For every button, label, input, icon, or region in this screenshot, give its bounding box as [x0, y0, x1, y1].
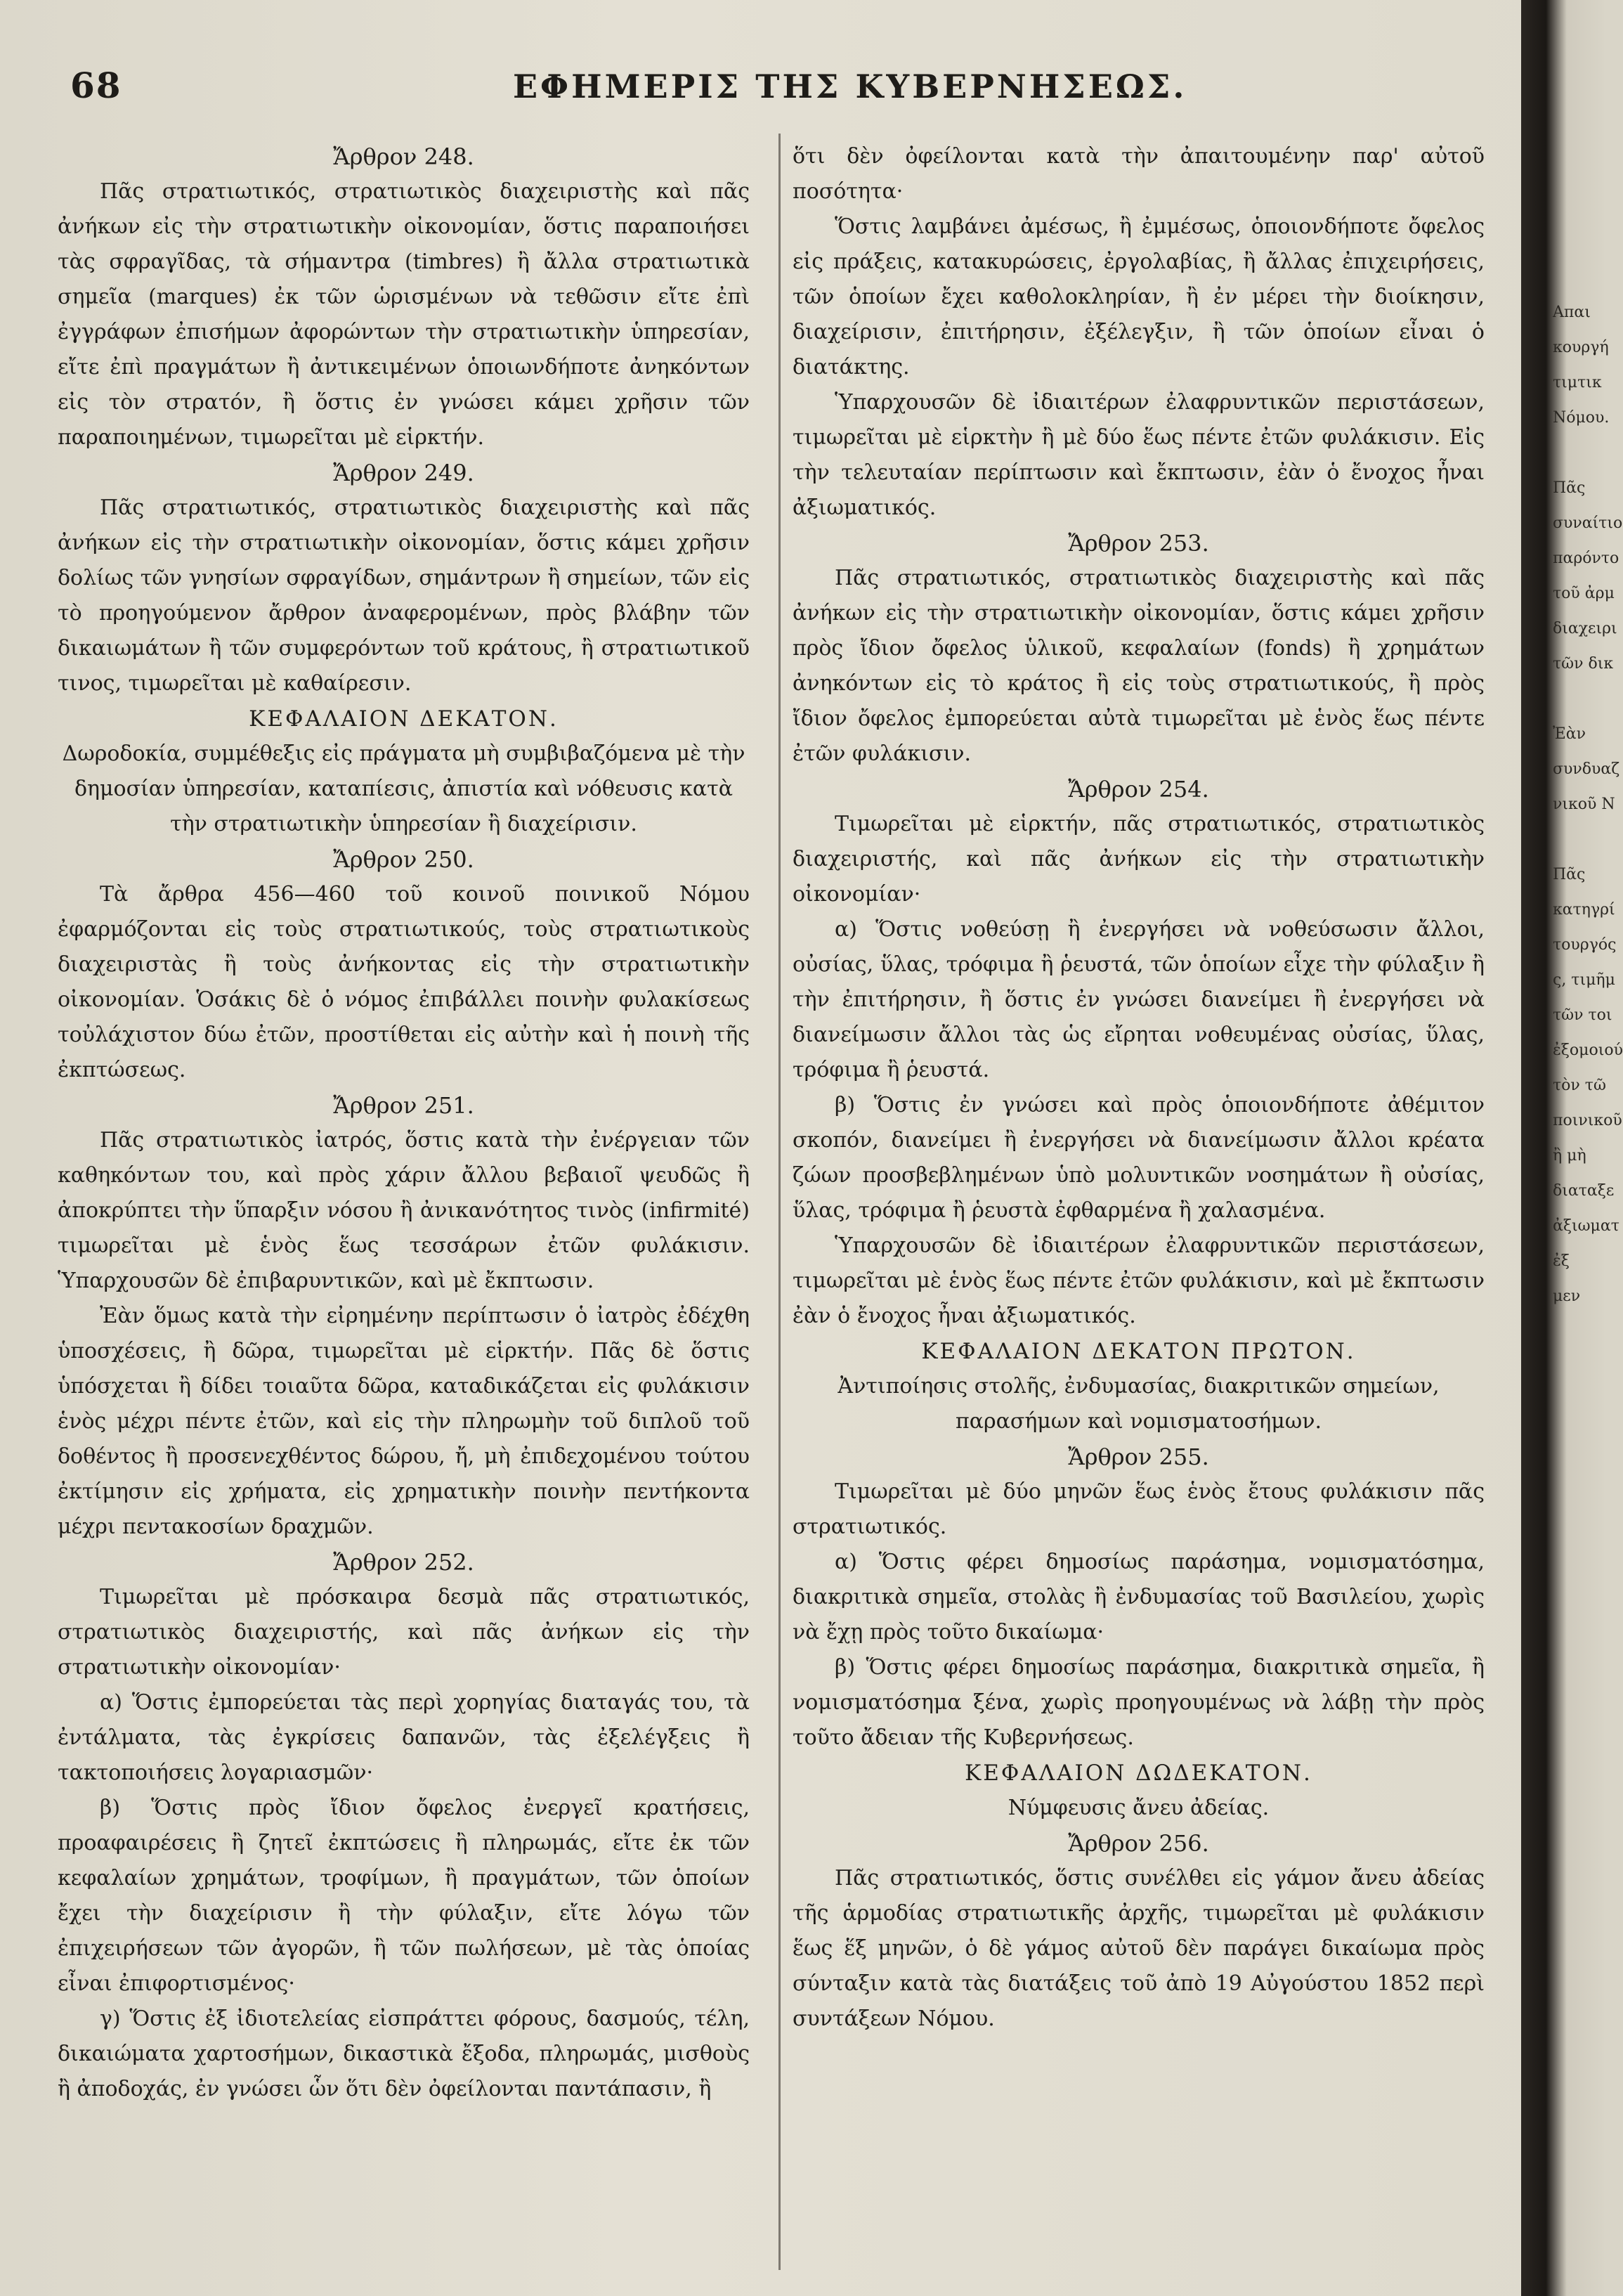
next-page-fragment: τὸν τῶ: [1553, 1077, 1606, 1094]
paragraph-2: Ὅστις λαμβάνει ἀμέσως, ἢ ἐμμέσως, ὁποιονδήποτε ὄφελος εἰς πράξεις, κατακυρώσεις, ἐργολαβίας, ἢ ἄλλας ἐπιχειρήσεις, τῶν ὁποίων ἔχει καθολοκληρίαν, ἢ ἐν μέρει τὴν διοίκησιν, διαχείρισιν, ἐπιτήρησιν, ἐξέλεγξιν, ἢ τῶν ὁποίων εἶναι ὁ διατάκτης.: [793, 214, 1485, 380]
chapter-11-subtitle: Ἀντιποίησις στολῆς, ἐνδυμασίας, διακριτικῶν σημείων, παρασήμων καὶ νομισματοσήμων.: [837, 1374, 1440, 1434]
next-page-edge: [1553, 295, 1623, 1314]
article-254-mitigating: Ὑπαρχουσῶν δὲ ἰδιαιτέρων ἐλαφρυντικῶν περιστάσεων, τιμωρεῖται μὲ ἑνὸς ἕως πέντε ἐτῶν φυλάκισιν, καὶ μὲ ἔκπτωσιν ἐὰν ὁ ἔνοχος ἦναι ἀξιωματικός.: [793, 1233, 1485, 1328]
next-page-fragment: [1553, 682, 1604, 717]
chapter-11-title: ΚΕΦΑΛΑΙΟΝ ΔΕΚΑΤΟΝ ΠΡΩΤΟΝ.: [921, 1339, 1356, 1364]
next-page-fragment: διαταξε: [1553, 1182, 1615, 1200]
chapter-12-subtitle: Νύμφευσις ἄνευ ἀδείας.: [1008, 1796, 1270, 1820]
article-251-text-2: Ἐὰν ὅμως κατὰ τὴν εἰρημένην περίπτωσιν ὁ ἰατρὸς ἐδέχθη ὑποσχέσεις, ἢ δῶρα, τιμωρεῖται μὲ εἱρκτήν. Πᾶς δὲ ὅστις ὑπόσχεται ἢ δίδει τοιαῦτα δῶρα, καταδικάζεται εἰς φυλάκισιν ἑνὸς μέχρι πέντε ἐτῶν, καὶ εἰς τὴν πληρωμὴν τοῦ διπλοῦ τοῦ δοθέντος ἢ προσενεχθέντος δώρου, ἤ, μὴ ἐπιδεχομένου τούτου ἐκτίμησιν εἰς χρήματα, εἰς χρηματικὴν ποινὴν πεντήκοντα μέχρι πεντακοσίων δραχμῶν.: [58, 1304, 750, 1539]
next-page-fragment: νικοῦ Ν: [1553, 796, 1615, 813]
next-page-fragment: ἀξιωματ: [1553, 1217, 1619, 1235]
article-255-title: Ἄρθρον 255.: [1068, 1444, 1209, 1470]
next-page-fragment: κατηγρί: [1553, 901, 1615, 919]
next-page-fragment: συνδυαζ: [1553, 760, 1620, 778]
article-255-item-a: α) Ὅστις φέρει δημοσίως παράσημα, νομισματόσημα, διακριτικὰ σημεῖα, στολὰς ἢ ἐνδυμασίας τοῦ Βασιλείου, χωρὶς νὰ ἔχῃ πρὸς τοῦτο δικαίωμα·: [793, 1550, 1485, 1645]
article-256-title: Ἄρθρον 256.: [1068, 1830, 1209, 1857]
running-title: ΕΦΗΜΕΡΙΣ ΤΗΣ ΚΥΒΕΡΝΗΣΕΩΣ.: [513, 67, 1187, 105]
next-page-fragment: ἐξ: [1553, 1252, 1570, 1270]
article-252-item-c: γ) Ὅστις ἐξ ἰδιοτελείας εἰσπράττει φόρους, δασμούς, τέλη, δικαιώματα χαρτοσήμων, δικαστικὰ ἔξοδα, πληρωμάς, μισθοὺς ἢ ἀποδοχάς, ἐν γνώσει ὧν ὅτι δὲν ὀφείλονται παντάπασιν, ἢ: [58, 2006, 750, 2101]
article-253-text: Πᾶς στρατιωτικός, στρατιωτικὸς διαχειριστὴς καὶ πᾶς ἀνήκων εἰς τὴν στρατιωτικὴν οἰκονομίαν, ὅστις κάμει χρῆσιν πρὸς ἴδιον ὄφελος ὑλικοῦ, κεφαλαίων (fonds) ἢ χρημάτων ἀνηκόντων εἰς τὸ κράτος ἢ εἰς τοὺς στρατιωτικούς, ἢ πρὸς ἴδιον ὄφελος ἐμπορεύεται αὐτὰ τιμωρεῖται μὲ ἑνὸς ἕως πέντε ἐτῶν φυλάκισιν.: [793, 566, 1485, 766]
column-divider: [778, 134, 781, 2270]
article-249-title: Ἄρθρον 249.: [333, 460, 474, 486]
article-252-text: Τιμωρεῖται μὲ πρόσκαιρα δεσμὰ πᾶς στρατιωτικός, στρατιωτικὸς διαχειριστής, καὶ πᾶς ἀνήκων εἰς τὴν στρατιωτικὴν οἰκονομίαν·: [58, 1585, 750, 1680]
article-250-title: Ἄρθρον 250.: [333, 846, 474, 873]
next-page-fragment: [1553, 822, 1604, 857]
page-number: 68: [70, 65, 122, 106]
next-page-fragment: Νόμου.: [1553, 409, 1610, 427]
next-page-fragment: τουργός: [1553, 936, 1617, 954]
next-page-fragment: παρόντο: [1553, 550, 1619, 567]
article-255-text: Τιμωρεῖται μὲ δύο μηνῶν ἕως ἑνὸς ἔτους φυλάκισιν πᾶς στρατιωτικός.: [793, 1479, 1485, 1539]
next-page-fragment: συναίτιο: [1553, 514, 1623, 532]
next-page-fragment: [1553, 436, 1604, 471]
article-255-item-b: β) Ὅστις φέρει δημοσίως παράσημα, διακριτικὰ σημεῖα, ἢ νομισματόσημα ξένα, χωρὶς προηγουμένως νὰ λάβῃ τὴν πρὸς τοῦτο ἄδειαν τῆς Κυβερνήσεως.: [793, 1655, 1485, 1750]
left-column: [58, 139, 750, 2107]
next-page-fragment: Πᾶς: [1553, 866, 1586, 883]
article-254-title: Ἄρθρον 254.: [1068, 776, 1209, 803]
page-header: [56, 65, 1490, 114]
next-page-fragment: μεν: [1553, 1288, 1581, 1305]
next-page-fragment: τιμτικ: [1553, 374, 1602, 391]
right-column: [793, 139, 1485, 2037]
article-254-text: Τιμωρεῖται μὲ εἱρκτήν, πᾶς στρατιωτικός, στρατιωτικὸς διαχειριστής, καὶ πᾶς ἀνήκων εἰς τὴν στρατιωτικὴν οἰκονομίαν·: [793, 812, 1485, 907]
article-253-title: Ἄρθρον 253.: [1068, 530, 1209, 557]
next-page-fragment: Ἐὰν: [1553, 725, 1586, 743]
next-page-fragment: ἢ μὴ: [1553, 1147, 1586, 1165]
article-254-item-b: β) Ὅστις ἐν γνώσει καὶ πρὸς ὁποιονδήποτε ἀθέμιτον σκοπόν, διανείμει ἢ ἐνεργήσει νὰ διανείμωσιν ἄλλοι κρέατα ζώων προσβεβλημένων ὑπὸ μολυντικῶν νοσημάτων ἢ οὐσίας, ὕλας, τρόφιμα ἢ ῥευστὰ ἐφθαρμένα ἢ χαλασμένα.: [793, 1093, 1485, 1223]
article-252-title: Ἄρθρον 252.: [333, 1549, 474, 1576]
article-248-text: Πᾶς στρατιωτικός, στρατιωτικὸς διαχειριστὴς καὶ πᾶς ἀνήκων εἰς τὴν στρατιωτικὴν οἰκονομίαν, ὅστις παραποιήσει τὰς σφραγῖδας, τὰ σήμαντρα (timbres) ἢ ἄλλα στρατιωτικὰ σημεῖα (marques) ἐκ τῶν ὡρισμένων νὰ τεθῶσιν εἴτε ἐπὶ ἐγγράφων ἐπισήμων ἀφορώντων τὴν στρατιωτικὴν ὑπηρεσίαν, εἴτε ἐπὶ πραγμάτων ἢ ἀντικειμένων ὁποιωνδήποτε ἀνηκόντων εἰς τὸν στρατόν, ἢ ὅστις ἐν γνώσει κάμει χρῆσιν τῶν παραποιημένων, τιμωρεῖται μὲ εἱρκτήν.: [58, 179, 750, 450]
next-page-fragment: ἐξομοιού: [1553, 1042, 1623, 1059]
article-254-item-a: α) Ὅστις νοθεύσῃ ἢ ἐνεργήσει νὰ νοθεύσωσιν ἄλλοι, οὐσίας, ὕλας, τρόφιμα ἢ ῥευστά, τῶν ὁποίων εἶχε τὴν φύλαξιν ἢ τὴν ἐπιτήρησιν, ἢ ὅστις ἐν γνώσει διανείμει ἢ ἐνεργήσει νὰ διανείμωσιν ἄλλοι τὰς ὡς εἴρηται νοθευμένας οὐσίας, ὕλας, τρόφιμα ἢ ῥευστά.: [793, 917, 1485, 1082]
article-251-text-1: Πᾶς στρατιωτικὸς ἰατρός, ὅστις κατὰ τὴν ἐνέργειαν τῶν καθηκόντων του, καὶ πρὸς χάριν ἄλλου βεβαιοῖ ψευδῶς ἢ ἀποκρύπτει τὴν ὕπαρξιν νόσου ἢ ἀνικανότητος τινὸς (infirmité) τιμωρεῖται μὲ ἑνὸς ἕως τεσσάρων ἐτῶν φυλάκισιν. Ὑπαρχουσῶν δὲ ἐπιβαρυντικῶν, καὶ μὲ ἔκπτωσιν.: [58, 1128, 750, 1293]
next-page-fragment: κουργή: [1553, 339, 1609, 356]
next-page-fragment: τῶν τοι: [1553, 1006, 1612, 1024]
article-256-text: Πᾶς στρατιωτικός, ὅστις συνέλθει εἰς γάμον ἄνευ ἀδείας τῆς ἁρμοδίας στρατιωτικῆς ἀρχῆς, τιμωρεῖται μὲ φυλάκισιν ἕως ἕξ μηνῶν, ὁ δὲ γάμος αὐτοῦ δὲν παράγει δικαίωμα πρὸς σύνταξιν κατὰ τὰς διατάξεις τοῦ ἀπὸ 19 Αὐγούστου 1852 περὶ συντάξεων Νόμου.: [793, 1866, 1485, 2031]
article-249-text: Πᾶς στρατιωτικός, στρατιωτικὸς διαχειριστὴς καὶ πᾶς ἀνήκων εἰς τὴν στρατιωτικὴν οἰκονομίαν, ὅστις κάμει χρῆσιν δολίως τῶν γνησίων σφραγίδων, σημάντρων ἢ σημείων, τῶν εἰς τὸ προηγούμενον ἄρθρον ἀναφερομένων, πρὸς βλάβην τῶν δικαιωμάτων ἢ τῶν συμφερόντων τοῦ κράτους, ἢ στρατιωτικοῦ τινος, τιμωρεῖται μὲ καθαίρεσιν.: [58, 495, 750, 696]
continued-text: ὅτι δὲν ὀφείλονται κατὰ τὴν ἀπαιτουμένην παρ' αὐτοῦ ποσότητα·: [793, 144, 1485, 204]
next-page-fragment: Πᾶς: [1553, 479, 1586, 497]
article-248-title: Ἄρθρον 248.: [333, 143, 474, 170]
next-page-fragment: διαχειρι: [1553, 620, 1617, 637]
paragraph-3: Ὑπαρχουσῶν δὲ ἰδιαιτέρων ἐλαφρυντικῶν περιστάσεων, τιμωρεῖται μὲ εἱρκτὴν ἢ μὲ δύο ἕως πέντε ἐτῶν φυλάκισιν. Εἰς τὴν τελευταίαν περίπτωσιν καὶ ἔκπτωσιν, ἐὰν ὁ ἔνοχος ἦναι ἀξιωματικός.: [793, 390, 1485, 520]
chapter-12-title: ΚΕΦΑΛΑΙΟΝ ΔΩΔΕΚΑΤΟΝ.: [965, 1760, 1312, 1786]
article-250-text: Τὰ ἄρθρα 456—460 τοῦ κοινοῦ ποινικοῦ Νόμου ἐφαρμόζονται εἰς τοὺς στρατιωτικούς, τοὺς στρατιωτικοὺς διαχειριστὰς ἢ τοὺς ἀνήκοντας εἰς τὴν στρατιωτικὴν οἰκονομίαν. Ὁσάκις δὲ ὁ νόμος ἐπιβάλλει ποινὴν φυλακίσεως τοὐλάχιστον δύω ἐτῶν, προστίθεται εἰς αὐτὴν καὶ ἡ ποινὴ τῆς ἐκπτώσεως.: [58, 882, 750, 1082]
chapter-10-title: ΚΕΦΑΛΑΙΟΝ ΔΕΚΑΤΟΝ.: [249, 706, 559, 732]
next-page-fragment: ς, τιμῆμ: [1553, 971, 1615, 989]
next-page-fragment: τῶν δικ: [1553, 655, 1614, 673]
next-page-fragment: Απαι: [1553, 304, 1591, 321]
article-251-title: Ἄρθρον 251.: [333, 1092, 474, 1119]
article-252-item-a: α) Ὅστις ἐμπορεύεται τὰς περὶ χορηγίας διαταγάς του, τὰ ἐντάλματα, τὰς ἐγκρίσεις δαπανῶν, τὰς ἐξελέγξεις ἢ τακτοποιήσεις λογαριασμῶν·: [58, 1690, 750, 1785]
article-252-item-b: β) Ὅστις πρὸς ἴδιον ὄφελος ἐνεργεῖ κρατήσεις, προαφαιρέσεις ἢ ζητεῖ ἐκπτώσεις ἢ πληρωμάς, εἴτε ἐκ τῶν κεφαλαίων χρημάτων, τροφίμων, ἢ πραγμάτων, τῶν ὁποίων ἔχει τὴν διαχείρισιν ἢ τὴν φύλαξιν, εἴτε λόγω τῶν ἐπιχειρήσεων τῶν ἀγορῶν, ἢ τῶν πωλήσεων, μὲ τὰς ὁποίας εἶναι ἐπιφορτισμένος·: [58, 1796, 750, 1996]
chapter-10-subtitle: Δωροδοκία, συμμέθεξις εἰς πράγματα μὴ συμβιβαζόμενα μὲ τὴν δημοσίαν ὑπηρεσίαν, καταπίεσις, ἀπιστία καὶ νόθευσις κατὰ τὴν στρατιωτικὴν ὑπηρεσίαν ἢ διαχείρισιν.: [62, 741, 745, 836]
next-page-fragment: τοῦ ἀρμ: [1553, 585, 1615, 602]
next-page-fragment: ποινικοῦ: [1553, 1112, 1622, 1129]
